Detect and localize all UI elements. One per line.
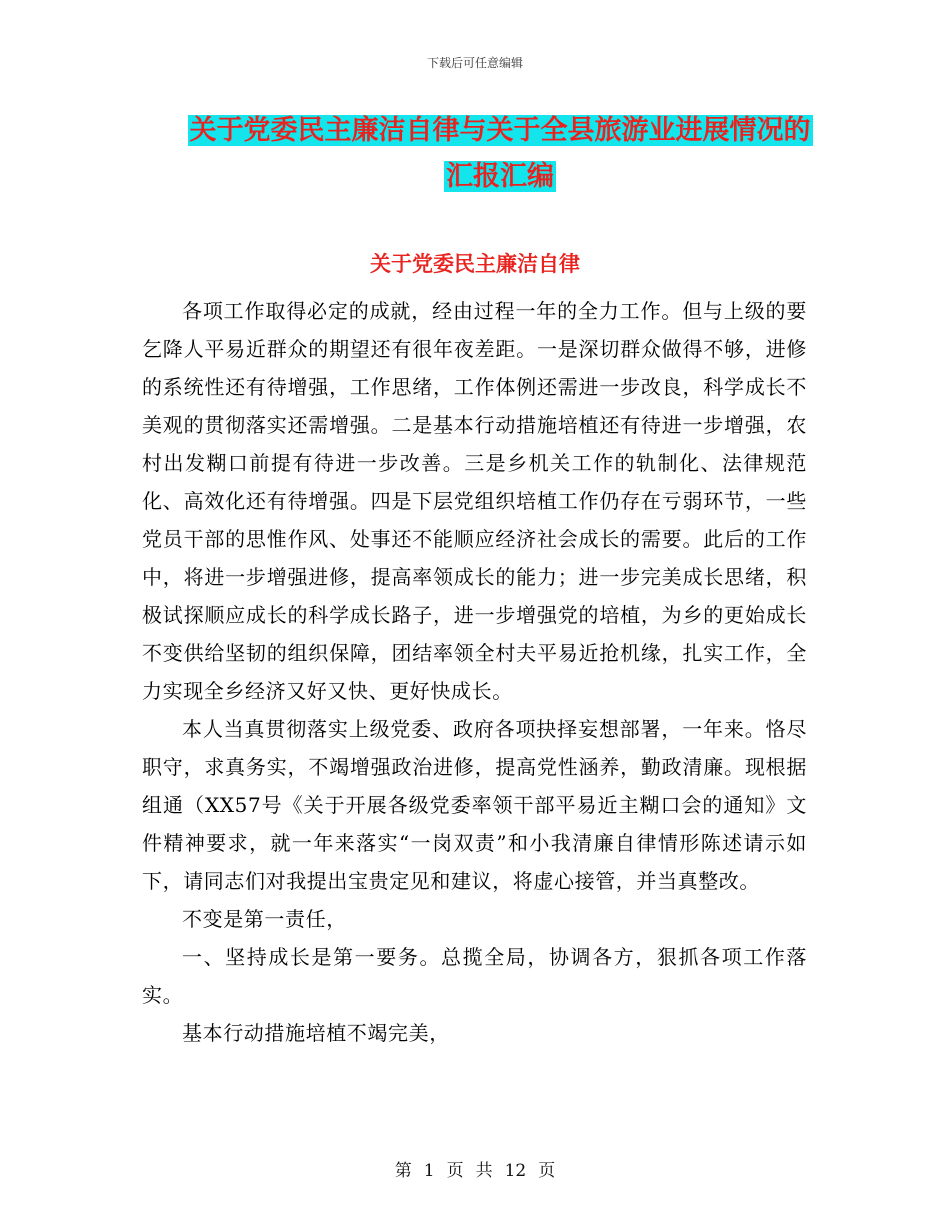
document-body [142,292,807,1052]
paragraph-3: 不变是第一责任， [182,907,347,931]
page-label-prefix: 第 [394,1161,412,1181]
paragraph-5: 基本行动措施培植不竭完美， [182,1021,450,1045]
paragraph-4: 一、坚持成长是第一要务。总揽全局，协调各方，狠抓各项工作落实。 [142,945,807,1007]
paragraph-2: 本人当真贯彻落实上级党委、政府各项抉择妄想部署，一年来。恪尽职守，求真务实，不竭增强政治进修，提高党性涵养，勤政清廉。现根据组通（XX57号《关于开展各级党委率领干部平易近主糊口会的通知》文件精神要求，就一年来落实“一岗双责”和小我清廉自律情形陈述请示如下，请同志们对我提出宝贵定见和建议，将虚心接管，并当真整改。 [142,717,807,893]
document-title-line-2: 汇报汇编 [446,161,554,192]
page-total: 12 [504,1161,527,1181]
document-title [140,108,860,200]
paragraph-1: 各项工作取得必定的成就，经由过程一年的全力工作。但与上级的要乞降人平易近群众的期望还有很年夜差距。一是深切群众做得不够，进修的系统性还有待增强，工作思绪，工作体例还需进一步改良，科学成长不美观的贯彻落实还需增强。二是基本行动措施培植还有待进一步增强，农村出发糊口前提有待进一步改善。三是乡机关工作的轨制化、法律规范化、高效化还有待增强。四是下层党组织培植工作仍存在亏弱环节，一些党员干部的思惟作风、处事还不能顺应经济社会成长的需要。此后的工作中，将进一步增强进修，提高率领成长的能力；进一步完美成长思绪，积极试探顺应成长的科学成长路子，进一步增强党的培植，为乡的更始成长不变供给坚韧的组织保障，团结率领全村夫平易近抢机缘，扎实工作，全力实现全乡经济又好又快、更好快成长。 [142,299,807,703]
page-current: 1 [423,1161,435,1181]
header-note: 下载后可任意编辑 [426,56,523,70]
page-label-mid: 页 [446,1161,464,1181]
page-total-prefix: 共 [475,1161,493,1181]
page-number-footer [0,1156,950,1181]
page-label-suffix: 页 [538,1161,556,1181]
section-title: 关于党委民主廉洁自律 [370,252,580,276]
document-title-line-1: 关于党委民主廉洁自律与关于全县旅游业进展情况的 [189,115,811,146]
